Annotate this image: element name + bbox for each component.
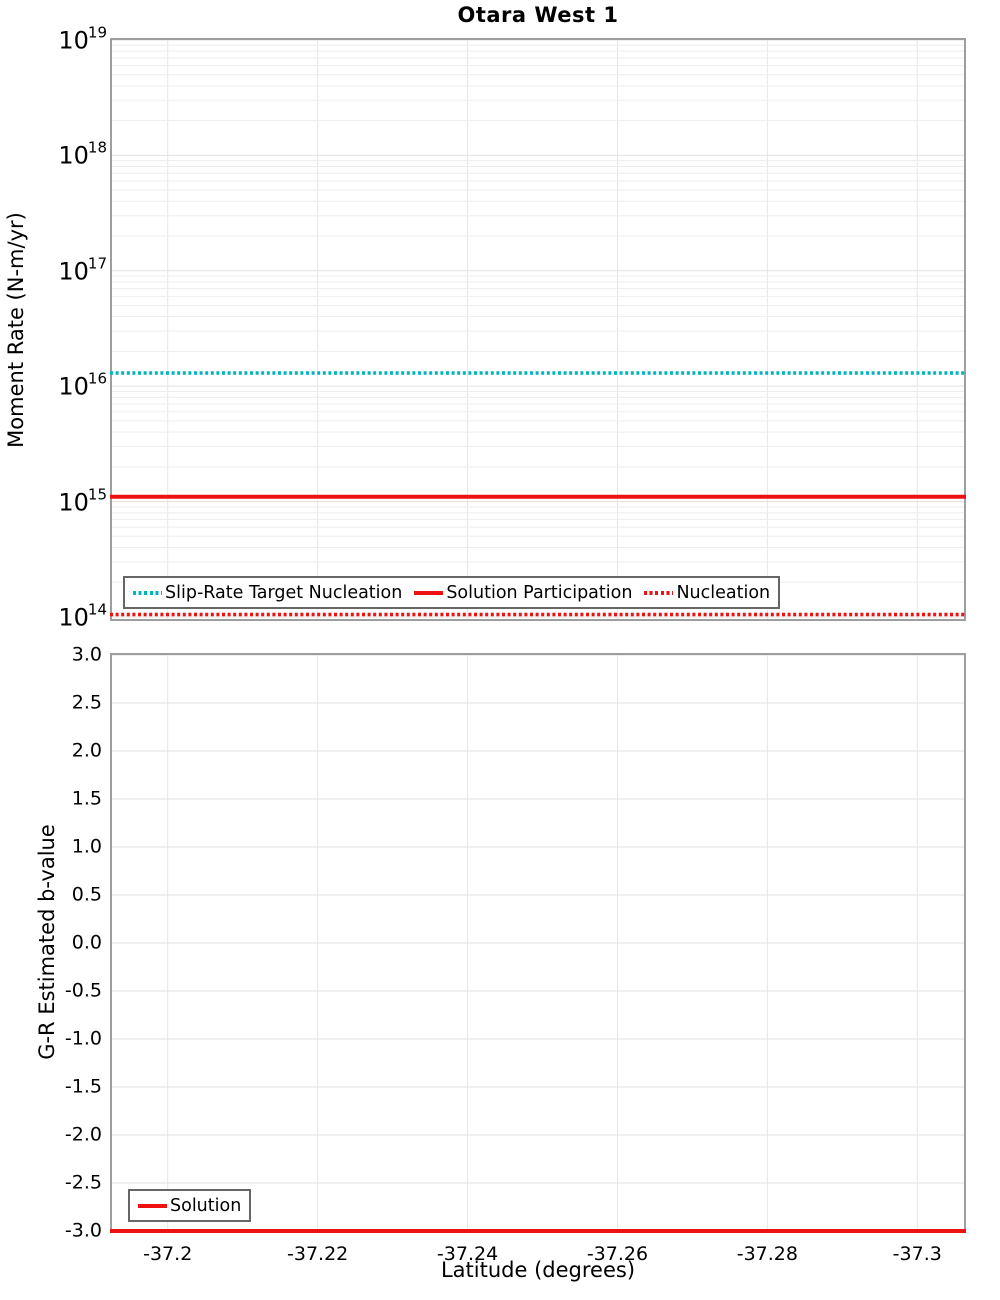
y-axis-label-b-value: G-R Estimated b-value <box>35 824 59 1060</box>
y-tick-label: -2.5 <box>64 1171 102 1194</box>
y-axis-label-moment-rate: Moment Rate (N-m/yr) <box>4 212 28 448</box>
y-tick-label: -3.0 <box>64 1219 102 1242</box>
y-tick-label: -1.5 <box>64 1075 102 1098</box>
y-tick-label: $10^{18}$ <box>58 138 107 170</box>
y-tick-label: 3.0 <box>71 643 102 666</box>
x-tick-label: -37.26 <box>586 1243 649 1265</box>
legend-b-value <box>128 1189 251 1222</box>
legend-line-sample-solid <box>138 1204 167 1208</box>
y-tick-label: -0.5 <box>64 979 102 1002</box>
y-tick-label: 2.0 <box>71 739 102 762</box>
y-tick-label: $10^{19}$ <box>58 23 107 55</box>
legend-line-sample-solid <box>414 591 443 595</box>
chart-title: Otara West 1 <box>457 3 619 27</box>
y-tick-label: $10^{15}$ <box>58 485 107 517</box>
y-tick-label: 1.5 <box>71 787 102 810</box>
plot-frame <box>111 39 965 620</box>
y-tick-label: -1.0 <box>64 1027 102 1050</box>
y-tick-label: 0.5 <box>71 883 102 906</box>
y-tick-label: 0.0 <box>71 931 102 954</box>
x-axis-label: Latitude (degrees) <box>440 1258 636 1282</box>
moment-rate-plot <box>58 23 966 632</box>
legend-moment-rate <box>123 576 780 609</box>
x-tick-label: -37.24 <box>436 1243 499 1265</box>
y-tick-label: 1.0 <box>71 835 102 858</box>
x-tick-label: -37.2 <box>143 1243 193 1265</box>
legend-label: Solution <box>170 1195 242 1216</box>
x-tick-label: -37.3 <box>892 1243 942 1265</box>
y-tick-label: 2.5 <box>71 691 102 714</box>
y-tick-label: -2.0 <box>64 1123 102 1146</box>
legend-label: Nucleation <box>676 582 771 603</box>
legend-item <box>414 583 632 603</box>
legend-line-sample-dotted <box>133 591 162 595</box>
x-tick-label: -37.28 <box>736 1243 798 1265</box>
legend-item <box>133 583 402 603</box>
plot-canvas <box>110 653 966 1233</box>
legend-line-sample-dotted <box>644 591 673 595</box>
y-tick-label: $10^{17}$ <box>58 254 107 286</box>
legend-label: Slip-Rate Target Nucleation <box>165 582 403 603</box>
b-value-plot <box>64 643 966 1265</box>
legend-label: Solution Participation <box>446 582 633 603</box>
x-tick-label: -37.22 <box>287 1243 349 1265</box>
plot-canvas <box>110 38 966 621</box>
y-tick-label: $10^{14}$ <box>58 600 107 632</box>
legend-item <box>644 583 770 603</box>
legend-item <box>138 1196 241 1216</box>
y-tick-label: $10^{16}$ <box>58 369 107 401</box>
